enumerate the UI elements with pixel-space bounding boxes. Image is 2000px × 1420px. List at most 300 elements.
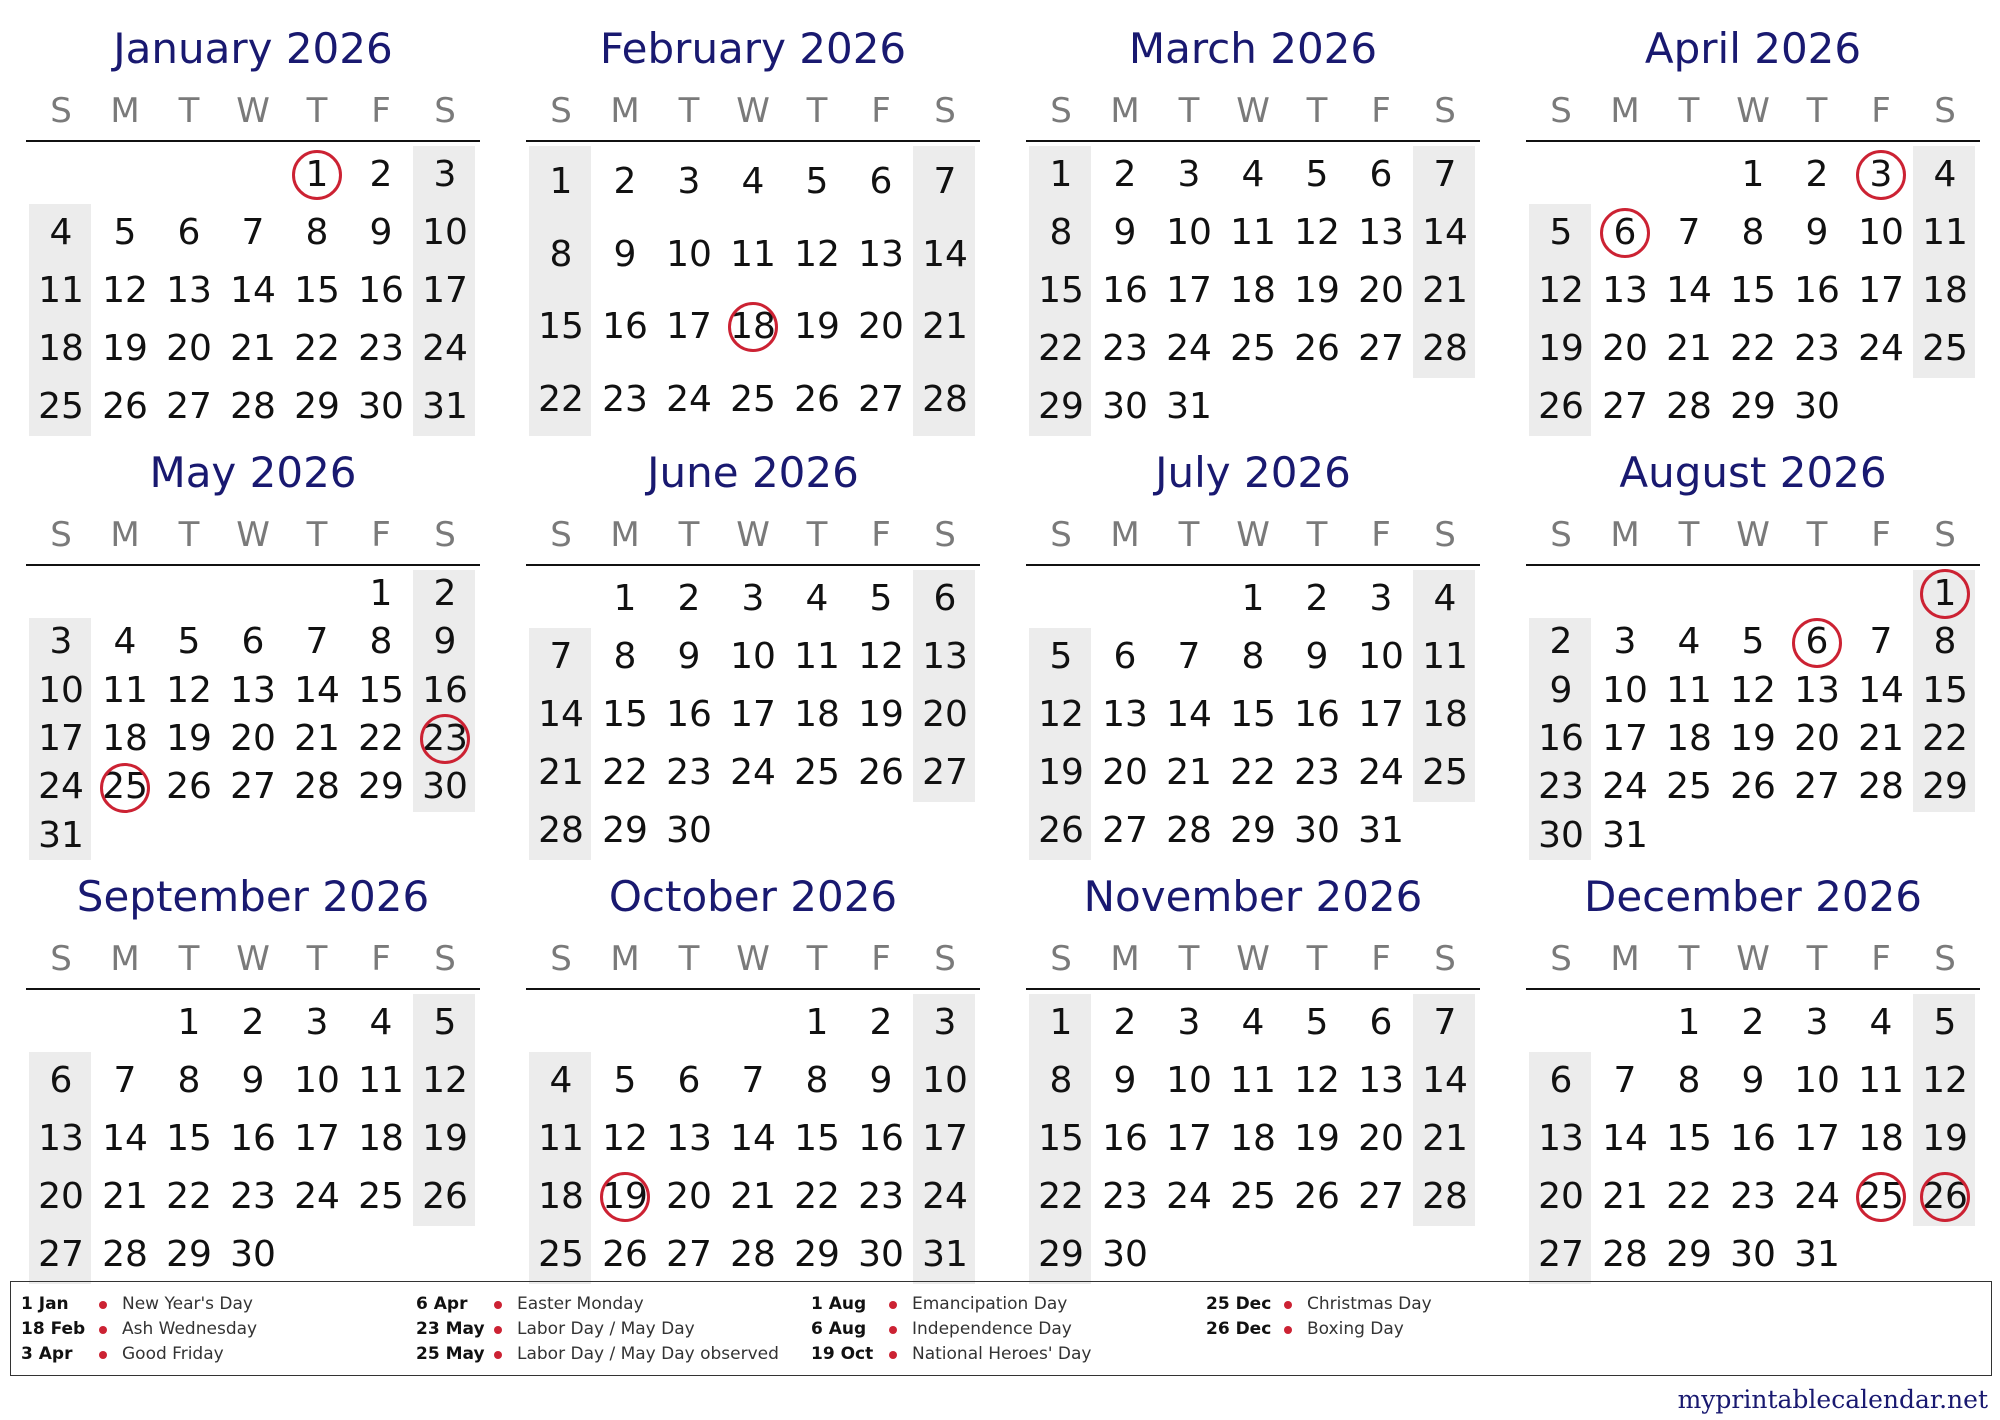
day-cell: 9	[613, 233, 637, 275]
weekday-label: W	[736, 91, 770, 131]
day-cell: 26	[1538, 386, 1584, 427]
legend-holiday-name: Boxing Day	[1307, 1319, 1404, 1339]
day-cell: 12	[1294, 212, 1340, 253]
day-cell: 6	[869, 161, 893, 202]
bullet-icon	[494, 1326, 502, 1334]
day-cell: 22	[294, 328, 340, 369]
header-rule	[1026, 564, 1480, 566]
day-cell: 8	[177, 1060, 201, 1101]
bullet-icon	[494, 1301, 502, 1309]
day-cell: 4	[741, 161, 765, 202]
day-cell: 7	[1177, 636, 1201, 677]
day-cell: 9	[1549, 669, 1573, 711]
day-cell: 18	[102, 718, 148, 759]
day-cell: 28	[538, 810, 584, 851]
holiday-circle	[420, 714, 470, 764]
day-cell: 6	[1369, 154, 1393, 195]
day-cell: 1	[1049, 1002, 1073, 1043]
day-cell: 28	[1422, 1176, 1468, 1217]
day-cell: 5	[1933, 1002, 1957, 1043]
day-cell: 15	[602, 694, 648, 735]
day-cell: 2	[1805, 154, 1829, 195]
day-cell: 12	[166, 669, 212, 711]
weekday-label: T	[1678, 939, 1700, 979]
day-cell: 16	[422, 669, 468, 711]
day-cell: 17	[1358, 694, 1404, 735]
day-cell: 8	[305, 212, 329, 253]
day-cell: 27	[858, 378, 904, 420]
day-cell: 11	[538, 1118, 584, 1159]
holiday-circle	[100, 763, 150, 813]
day-cell: 12	[102, 270, 148, 311]
weekday-label: W	[1236, 91, 1270, 131]
day-cell: 30	[1294, 810, 1340, 851]
day-cell: 1	[1049, 154, 1073, 195]
day-cell: 1	[805, 1002, 829, 1043]
day-cell: 21	[730, 1176, 776, 1217]
holiday-circle	[1792, 618, 1842, 668]
legend-holiday-name: Ash Wednesday	[122, 1319, 258, 1339]
weekday-label: W	[1736, 91, 1770, 131]
weekday-label: S	[434, 939, 456, 979]
bullet-icon	[889, 1351, 897, 1359]
day-cell: 17	[922, 1118, 968, 1159]
legend-holiday-name: Good Friday	[122, 1344, 224, 1364]
day-cell: 4	[49, 212, 73, 253]
day-cell: 25	[1422, 752, 1468, 793]
day-cell: 11	[1230, 212, 1276, 253]
day-cell: 17	[1794, 1118, 1840, 1159]
weekday-label: F	[871, 939, 891, 979]
month-title: July 2026	[1155, 448, 1351, 497]
day-cell: 20	[1358, 270, 1404, 311]
day-cell: 20	[1102, 752, 1148, 793]
day-cell: 6	[1613, 212, 1637, 253]
day-cell: 11	[1858, 1060, 1904, 1101]
day-cell: 2	[1113, 1002, 1137, 1043]
weekday-label: S	[550, 91, 572, 131]
day-cell: 16	[666, 694, 712, 735]
weekday-label: T	[178, 91, 200, 131]
weekday-label: W	[736, 515, 770, 555]
day-cell: 31	[38, 814, 84, 856]
day-cell: 14	[102, 1118, 148, 1159]
header-rule	[1526, 988, 1980, 990]
legend-date: 1 Jan	[21, 1294, 69, 1314]
day-cell: 25	[1922, 328, 1968, 369]
legend-date: 1 Aug	[811, 1294, 867, 1314]
day-cell: 20	[38, 1176, 84, 1217]
weekday-label: S	[1934, 939, 1956, 979]
day-cell: 25	[38, 386, 84, 427]
day-cell: 16	[858, 1118, 904, 1159]
legend-date: 25 Dec	[1206, 1294, 1272, 1314]
day-cell: 2	[1741, 1002, 1765, 1043]
weekday-label: S	[50, 939, 72, 979]
month-block	[1026, 866, 1480, 1288]
weekday-label: S	[434, 91, 456, 131]
day-cell: 29	[358, 766, 404, 808]
bullet-icon	[99, 1351, 107, 1359]
day-cell: 25	[1230, 328, 1276, 369]
month-block	[26, 866, 480, 1288]
month-block	[526, 866, 980, 1288]
day-cell: 11	[102, 669, 148, 711]
weekday-label: M	[1610, 91, 1640, 131]
weekday-label: T	[306, 91, 328, 131]
holiday-circle	[1600, 208, 1650, 258]
month-title: December 2026	[1583, 872, 1923, 921]
day-cell: 30	[1102, 1234, 1148, 1275]
day-cell: 19	[1294, 270, 1340, 311]
day-cell: 18	[358, 1118, 404, 1159]
weekday-label: W	[1236, 939, 1270, 979]
day-cell: 16	[230, 1118, 276, 1159]
day-cell: 31	[422, 386, 468, 427]
day-cell: 5	[1741, 621, 1765, 663]
day-cell: 8	[1241, 636, 1265, 677]
day-cell: 11	[1230, 1060, 1276, 1101]
weekday-label: T	[1178, 939, 1200, 979]
weekday-label: F	[371, 515, 391, 555]
day-cell: 13	[1102, 694, 1148, 735]
day-cell: 5	[805, 161, 829, 202]
bullet-icon	[889, 1301, 897, 1309]
day-cell: 12	[1038, 694, 1084, 735]
day-cell: 13	[38, 1118, 84, 1159]
day-cell: 22	[166, 1176, 212, 1217]
day-cell: 25	[538, 1234, 584, 1275]
day-cell: 25	[1858, 1176, 1904, 1217]
day-cell: 23	[1794, 328, 1840, 369]
weekday-label: M	[110, 91, 140, 131]
day-cell: 21	[230, 328, 276, 369]
day-cell: 27	[230, 766, 276, 808]
day-cell: 1	[1933, 573, 1957, 614]
day-cell: 29	[166, 1234, 212, 1275]
weekday-label: M	[610, 515, 640, 555]
day-cell: 4	[549, 1060, 573, 1101]
weekday-label: W	[236, 91, 270, 131]
day-cell: 21	[294, 718, 340, 759]
weekday-label: S	[934, 939, 956, 979]
day-cell: 2	[869, 1002, 893, 1043]
day-cell: 11	[1422, 636, 1468, 677]
day-cell: 9	[1305, 636, 1329, 677]
day-cell: 28	[1166, 810, 1212, 851]
weekday-label: T	[1678, 515, 1700, 555]
day-cell: 13	[1602, 270, 1648, 311]
day-cell: 5	[869, 578, 893, 619]
day-cell: 23	[858, 1176, 904, 1217]
day-cell: 5	[1549, 212, 1573, 253]
day-cell: 19	[858, 694, 904, 735]
day-cell: 26	[422, 1176, 468, 1217]
day-cell: 11	[1666, 669, 1712, 711]
day-cell: 29	[1230, 810, 1276, 851]
day-cell: 5	[433, 1002, 457, 1043]
day-cell: 9	[869, 1060, 893, 1101]
day-cell: 1	[1241, 578, 1265, 619]
day-cell: 6	[241, 621, 265, 663]
weekday-label: T	[1178, 91, 1200, 131]
day-cell: 18	[38, 328, 84, 369]
day-cell: 16	[1730, 1118, 1776, 1159]
day-cell: 1	[1741, 154, 1765, 195]
day-cell: 16	[602, 306, 648, 347]
month-block	[1026, 442, 1480, 864]
day-cell: 21	[1666, 328, 1712, 369]
weekday-label: S	[1934, 515, 1956, 555]
day-cell: 15	[1230, 694, 1276, 735]
day-cell: 28	[1666, 386, 1712, 427]
day-cell: 23	[358, 328, 404, 369]
month-block	[1526, 442, 1980, 864]
day-cell: 28	[1422, 328, 1468, 369]
header-rule	[1526, 140, 1980, 142]
day-cell: 22	[1038, 328, 1084, 369]
day-cell: 12	[1730, 669, 1776, 711]
day-cell: 10	[1166, 1060, 1212, 1101]
day-cell: 1	[1677, 1002, 1701, 1043]
day-cell: 24	[1794, 1176, 1840, 1217]
day-cell: 8	[1049, 1060, 1073, 1101]
legend-date: 18 Feb	[21, 1319, 86, 1339]
weekday-label: T	[806, 939, 828, 979]
day-cell: 6	[677, 1060, 701, 1101]
day-cell: 10	[1794, 1060, 1840, 1101]
day-cell: 29	[1922, 766, 1968, 808]
day-cell: 7	[1869, 621, 1893, 663]
month-block	[1526, 866, 1980, 1288]
day-cell: 26	[602, 1234, 648, 1275]
weekday-label: T	[178, 515, 200, 555]
day-cell: 7	[741, 1060, 765, 1101]
day-cell: 25	[1230, 1176, 1276, 1217]
day-cell: 12	[1294, 1060, 1340, 1101]
day-cell: 4	[1433, 578, 1457, 619]
weekday-label: S	[1934, 91, 1956, 131]
day-cell: 9	[433, 621, 457, 663]
day-cell: 29	[1730, 386, 1776, 427]
day-cell: 11	[730, 233, 776, 275]
day-cell: 22	[358, 718, 404, 759]
day-cell: 3	[1869, 154, 1893, 195]
day-cell: 28	[922, 378, 968, 420]
weekday-label: S	[434, 515, 456, 555]
day-cell: 22	[1230, 752, 1276, 793]
legend-date: 23 May	[416, 1319, 485, 1339]
weekday-label: F	[1371, 939, 1391, 979]
day-cell: 17	[1858, 270, 1904, 311]
day-cell: 21	[1858, 718, 1904, 759]
day-cell: 5	[613, 1060, 637, 1101]
legend-holiday-name: Christmas Day	[1307, 1294, 1432, 1314]
holiday-circle	[1920, 1172, 1970, 1222]
day-cell: 19	[1538, 328, 1584, 369]
day-cell: 21	[102, 1176, 148, 1217]
legend-holiday-name: Labor Day / May Day observed	[517, 1344, 779, 1364]
day-cell: 21	[538, 752, 584, 793]
day-cell: 23	[230, 1176, 276, 1217]
day-cell: 1	[177, 1002, 201, 1043]
day-cell: 24	[1166, 1176, 1212, 1217]
day-cell: 31	[922, 1234, 968, 1275]
weekday-label: S	[1050, 515, 1072, 555]
day-cell: 30	[422, 766, 468, 808]
day-cell: 23	[666, 752, 712, 793]
weekday-label: M	[110, 515, 140, 555]
day-cell: 21	[1422, 1118, 1468, 1159]
day-cell: 18	[730, 306, 776, 347]
day-cell: 1	[305, 154, 329, 195]
day-cell: 1	[613, 578, 637, 619]
day-cell: 30	[1794, 386, 1840, 427]
day-cell: 24	[38, 766, 84, 808]
month-title: September 2026	[76, 872, 430, 921]
day-cell: 20	[1358, 1118, 1404, 1159]
day-cell: 6	[1805, 621, 1829, 663]
day-cell: 24	[730, 752, 776, 793]
weekday-label: M	[110, 939, 140, 979]
day-cell: 30	[1102, 386, 1148, 427]
day-cell: 19	[102, 328, 148, 369]
day-cell: 20	[666, 1176, 712, 1217]
weekday-label: F	[371, 91, 391, 131]
weekday-label: M	[1110, 91, 1140, 131]
weekday-label: T	[1806, 515, 1828, 555]
day-cell: 4	[1933, 154, 1957, 195]
day-cell: 28	[730, 1234, 776, 1275]
day-cell: 25	[730, 378, 776, 420]
day-cell: 10	[422, 212, 468, 253]
day-cell: 9	[1741, 1060, 1765, 1101]
day-cell: 14	[1422, 212, 1468, 253]
day-cell: 28	[102, 1234, 148, 1275]
day-cell: 15	[166, 1118, 212, 1159]
day-cell: 12	[1538, 270, 1584, 311]
day-cell: 20	[858, 306, 904, 347]
header-rule	[1026, 988, 1480, 990]
day-cell: 4	[369, 1002, 393, 1043]
day-cell: 19	[422, 1118, 468, 1159]
weekday-label: S	[1550, 91, 1572, 131]
day-cell: 4	[805, 578, 829, 619]
day-cell: 22	[1038, 1176, 1084, 1217]
weekday-label: T	[1806, 939, 1828, 979]
day-cell: 27	[1538, 1234, 1584, 1275]
weekday-label: S	[50, 515, 72, 555]
day-cell: 13	[1358, 212, 1404, 253]
day-cell: 17	[38, 718, 84, 759]
bullet-icon	[1284, 1301, 1292, 1309]
day-cell: 27	[922, 752, 968, 793]
day-cell: 31	[1602, 814, 1648, 856]
day-cell: 23	[1102, 1176, 1148, 1217]
day-cell: 24	[1166, 328, 1212, 369]
day-cell: 24	[1358, 752, 1404, 793]
day-cell: 6	[1549, 1060, 1573, 1101]
day-cell: 15	[794, 1118, 840, 1159]
day-cell: 29	[602, 810, 648, 851]
legend-date: 19 Oct	[811, 1344, 874, 1364]
day-cell: 14	[1166, 694, 1212, 735]
weekday-label: S	[934, 515, 956, 555]
weekday-label: M	[1610, 515, 1640, 555]
day-cell: 8	[805, 1060, 829, 1101]
day-cell: 13	[1358, 1060, 1404, 1101]
weekday-label: T	[1306, 91, 1328, 131]
weekday-label: W	[1736, 515, 1770, 555]
legend-date: 3 Apr	[21, 1344, 73, 1364]
day-cell: 20	[166, 328, 212, 369]
day-cell: 26	[166, 766, 212, 808]
day-cell: 19	[602, 1176, 648, 1217]
day-cell: 25	[102, 766, 148, 808]
day-cell: 14	[1666, 270, 1712, 311]
day-cell: 8	[549, 233, 573, 275]
month-title: January 2026	[113, 24, 393, 73]
month-block	[1526, 18, 1980, 440]
day-cell: 22	[602, 752, 648, 793]
day-cell: 23	[422, 718, 468, 759]
day-cell: 3	[1369, 578, 1393, 619]
day-cell: 16	[1294, 694, 1340, 735]
day-cell: 5	[1305, 154, 1329, 195]
month-block	[26, 442, 480, 864]
day-cell: 11	[38, 270, 84, 311]
day-cell: 24	[1602, 766, 1648, 808]
day-cell: 23	[602, 378, 648, 420]
weekday-label: M	[1110, 939, 1140, 979]
day-cell: 14	[538, 694, 584, 735]
day-cell: 26	[1294, 328, 1340, 369]
day-cell: 18	[794, 694, 840, 735]
day-cell: 1	[549, 161, 573, 202]
day-cell: 14	[730, 1118, 776, 1159]
day-cell: 20	[230, 718, 276, 759]
day-cell: 3	[433, 154, 457, 195]
day-cell: 18	[1666, 718, 1712, 759]
day-cell: 30	[1730, 1234, 1776, 1275]
day-cell: 14	[230, 270, 276, 311]
day-cell: 27	[1102, 810, 1148, 851]
day-cell: 30	[1538, 814, 1584, 856]
day-cell: 18	[1230, 1118, 1276, 1159]
month-block	[1026, 18, 1480, 440]
source-credit: myprintablecalendar.net	[1677, 1385, 1988, 1414]
day-cell: 12	[794, 233, 840, 275]
legend-date: 6 Aug	[811, 1319, 867, 1339]
day-cell: 10	[922, 1060, 968, 1101]
day-cell: 12	[858, 636, 904, 677]
day-cell: 30	[358, 386, 404, 427]
month-title: November 2026	[1083, 872, 1423, 921]
day-cell: 17	[666, 306, 712, 347]
month-title: May 2026	[149, 448, 357, 497]
day-cell: 3	[1805, 1002, 1829, 1043]
month-block	[26, 18, 480, 440]
month-title: October 2026	[608, 872, 898, 921]
weekday-label: T	[1306, 939, 1328, 979]
day-cell: 30	[666, 810, 712, 851]
weekday-label: T	[678, 939, 700, 979]
weekday-label: T	[1806, 91, 1828, 131]
month-title: March 2026	[1128, 24, 1378, 73]
day-cell: 16	[1794, 270, 1840, 311]
day-cell: 8	[1049, 212, 1073, 253]
day-cell: 12	[1922, 1060, 1968, 1101]
